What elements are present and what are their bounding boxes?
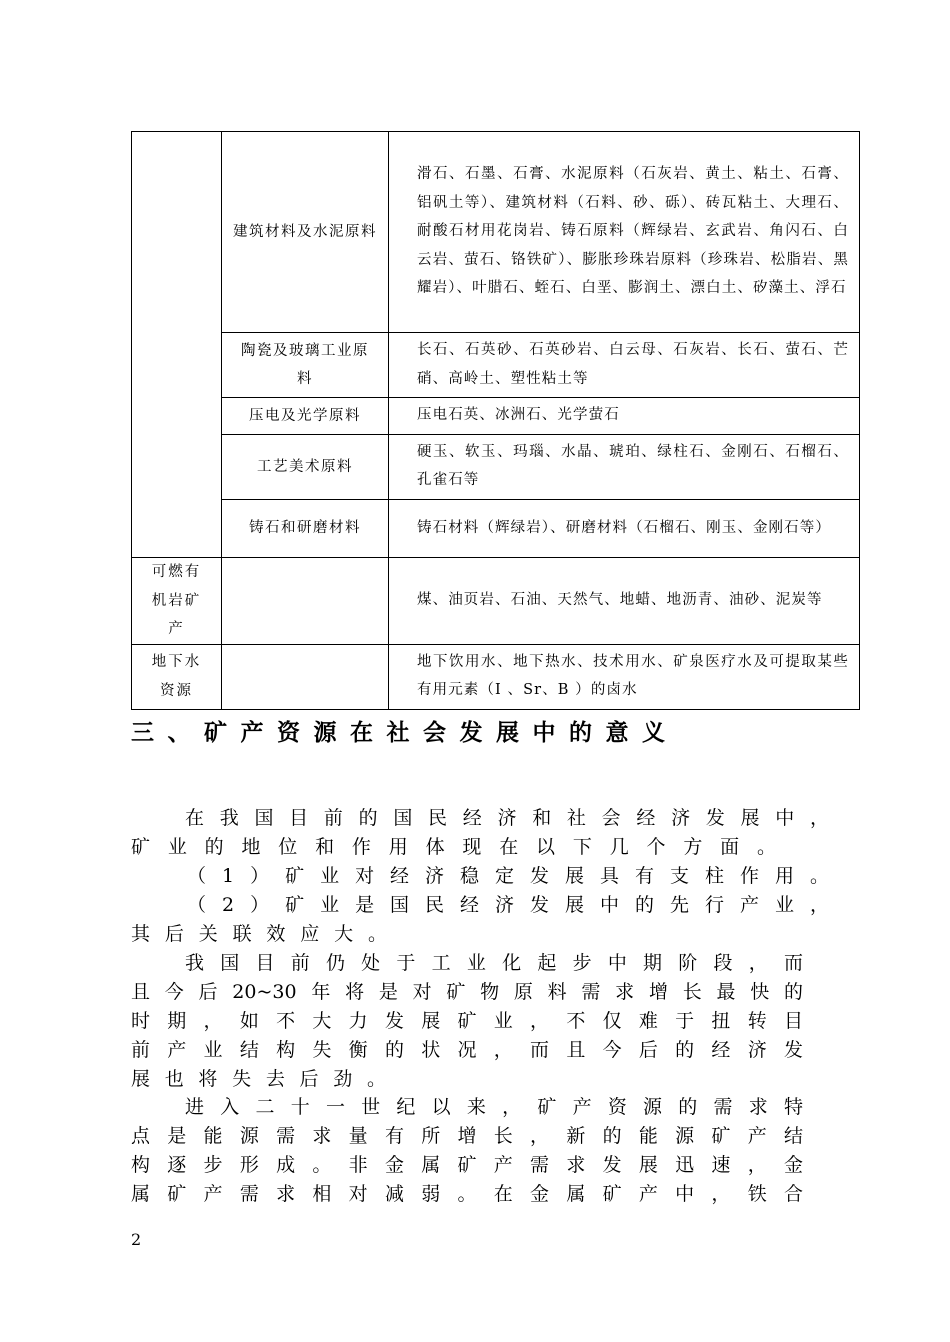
table-row	[132, 557, 860, 644]
paragraph-1	[131, 804, 829, 862]
paragraph-line: 其后关联效应大。	[131, 923, 387, 945]
paragraph-4	[131, 949, 803, 1094]
minerals-cell: 地下饮用水、地下热水、技术用水、矿泉医疗水及可提取某些有用元素（I 、Sr、B ）的卤水	[389, 644, 860, 709]
page-number: 2	[131, 1230, 142, 1249]
category-cell: 可燃有机岩矿产	[132, 557, 222, 644]
paragraph-3	[131, 891, 829, 949]
section-heading: 三、矿产资源在社会发展中的意义	[131, 719, 679, 746]
table-row	[132, 434, 860, 499]
table-row	[132, 132, 860, 333]
minerals-cell: 滑石、石墨、石膏、水泥原料（石灰岩、黄土、粘土、石膏、铝矾土等）、建筑材料（石料、砂、砾）、砖瓦粘土、大理石、耐酸石材用花岗岩、铸石原料（辉绿岩、玄武岩、角闪石、白云岩、萤石、铬铁矿）、膨胀珍珠岩原料（珍珠岩、松脂岩、黑耀岩）、叶腊石、蛭石、白垩、膨润土、漂白土、矽藻土、浮石	[389, 132, 860, 333]
paragraph-line: 属矿产需求相对减弱。在金属矿产中，铁合	[131, 1183, 803, 1205]
table-row	[132, 644, 860, 709]
minerals-cell: 压电石英、冰洲石、光学萤石	[389, 398, 860, 435]
paragraph-line: （1）矿业对经济稳定发展具有支柱作用。	[187, 865, 829, 887]
subcategory-cell: 压电及光学原料	[222, 398, 389, 435]
paragraph-2	[131, 862, 829, 891]
paragraph-line: 且今后20~30年将是对矿物原料需求增长最快的	[131, 981, 803, 1003]
subcategory-cell: 工艺美术原料	[222, 434, 389, 499]
paragraph-line: 构逐步形成。非金属矿产需求发展迅速，金	[131, 1154, 803, 1176]
paragraph-line: 点是能源需求量有所增长，新的能源矿产结	[131, 1125, 803, 1147]
paragraph-line: 在我国目前的国民经济和社会经济发展中，	[185, 807, 829, 829]
subcategory-cell: 铸石和研磨材料	[222, 499, 389, 557]
paragraph-line: 进入二十一世纪以来，矿产资源的需求特	[185, 1096, 803, 1118]
table-row	[132, 499, 860, 557]
minerals-cell: 煤、油页岩、石油、天然气、地蜡、地沥青、油砂、泥炭等	[389, 557, 860, 644]
category-cell	[132, 132, 222, 558]
paragraph-line: 展也将失去后劲。	[131, 1068, 386, 1090]
subcategory-cell	[222, 644, 389, 709]
paragraph-line: 前产业结构失衡的状况，而且今后的经济发	[131, 1039, 803, 1061]
subcategory-cell: 陶瓷及玻璃工业原料	[222, 333, 389, 398]
table-row	[132, 398, 860, 435]
subcategory-cell: 建筑材料及水泥原料	[222, 132, 389, 333]
category-cell: 地下水资源	[132, 644, 222, 709]
minerals-cell: 铸石材料（辉绿岩）、研磨材料（石榴石、刚玉、金刚石等）	[389, 499, 860, 557]
mineral-classification-table	[131, 131, 860, 710]
paragraph-line: 矿业的地位和作用体现在以下几个方面。	[131, 836, 776, 858]
paragraph-line: 我国目前仍处于工业化起步中期阶段，而	[185, 952, 803, 974]
paragraph-line: （2）矿业是国民经济发展中的先行产业，	[187, 894, 829, 916]
table-row	[132, 333, 860, 398]
subcategory-cell	[222, 557, 389, 644]
paragraph-line: 时期，如不大力发展矿业，不仅难于扭转目	[131, 1010, 803, 1032]
minerals-cell: 长石、石英砂、石英砂岩、白云母、石灰岩、长石、萤石、芒硝、高岭土、塑性粘土等	[389, 333, 860, 398]
paragraph-5	[131, 1093, 803, 1209]
minerals-cell: 硬玉、软玉、玛瑙、水晶、琥珀、绿柱石、金刚石、石榴石、孔雀石等	[389, 434, 860, 499]
